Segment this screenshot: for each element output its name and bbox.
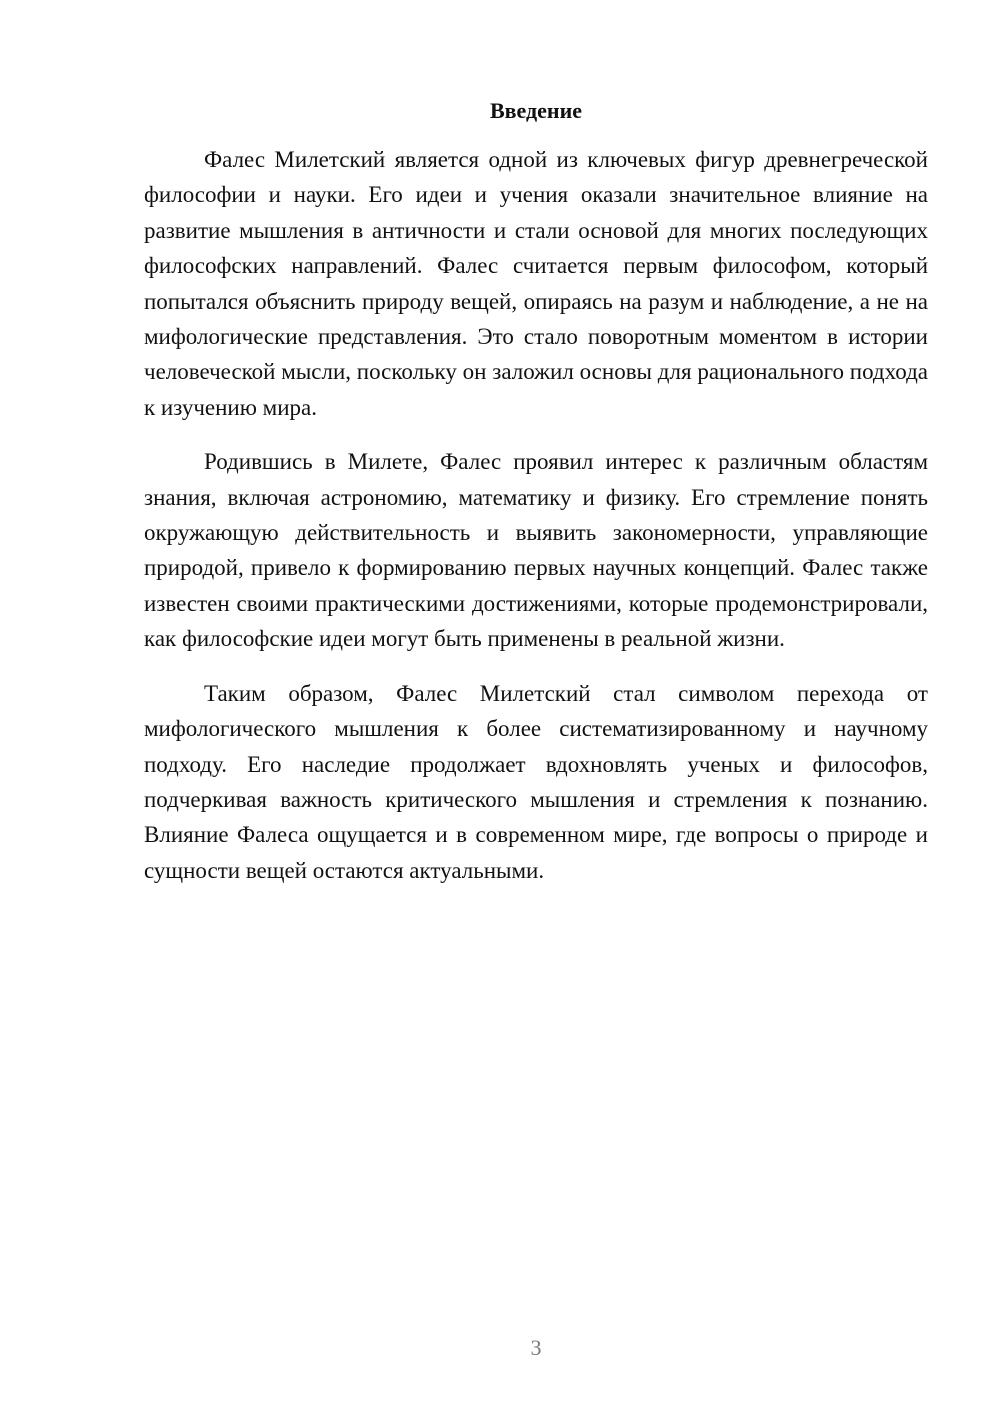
paragraph-3: Таким образом, Фалес Милетский стал символом перехода от мифологического мышления к более систематизированному и научному подходу. Его наследие продолжает вдохновлять ученых и философов, подчеркивая важность критического мышления и стремления к познанию. Влияние Фалеса ощущается и в современном мире, где вопросы о природе и сущности вещей остаются актуальными. (144, 680, 928, 883)
paragraph-1: Фалес Милетский является одной из ключевых фигур древнегреческой философии и науки. Его идеи и учения оказали значительное влияние на развитие мышления в античности и стали основой для многих последующих философских направлений. Фалес считается первым философом, который попытался объяснить природу вещей, опираясь на разум и наблюдение, а не на мифологические представления. Это стало поворотным моментом в истории человеческой мысли, поскольку он заложил основы для рационального подхода к изучению мира. (144, 147, 928, 420)
section-heading: Введение (489, 98, 583, 123)
page-number: 3 (530, 1335, 542, 1360)
paragraph-2: Родившись в Милете, Фалес проявил интерес к различным областям знания, включая астрономию, математику и физику. Его стремление понять окружающую действительность и выявить закономерности, управляющие природой, привело к формированию первых научных концепций. Фалес также известен своими практическими достижениями, которые продемонстрировали, как философские идеи могут быть применены в реальной жизни. (144, 449, 928, 652)
page-content (144, 96, 928, 907)
